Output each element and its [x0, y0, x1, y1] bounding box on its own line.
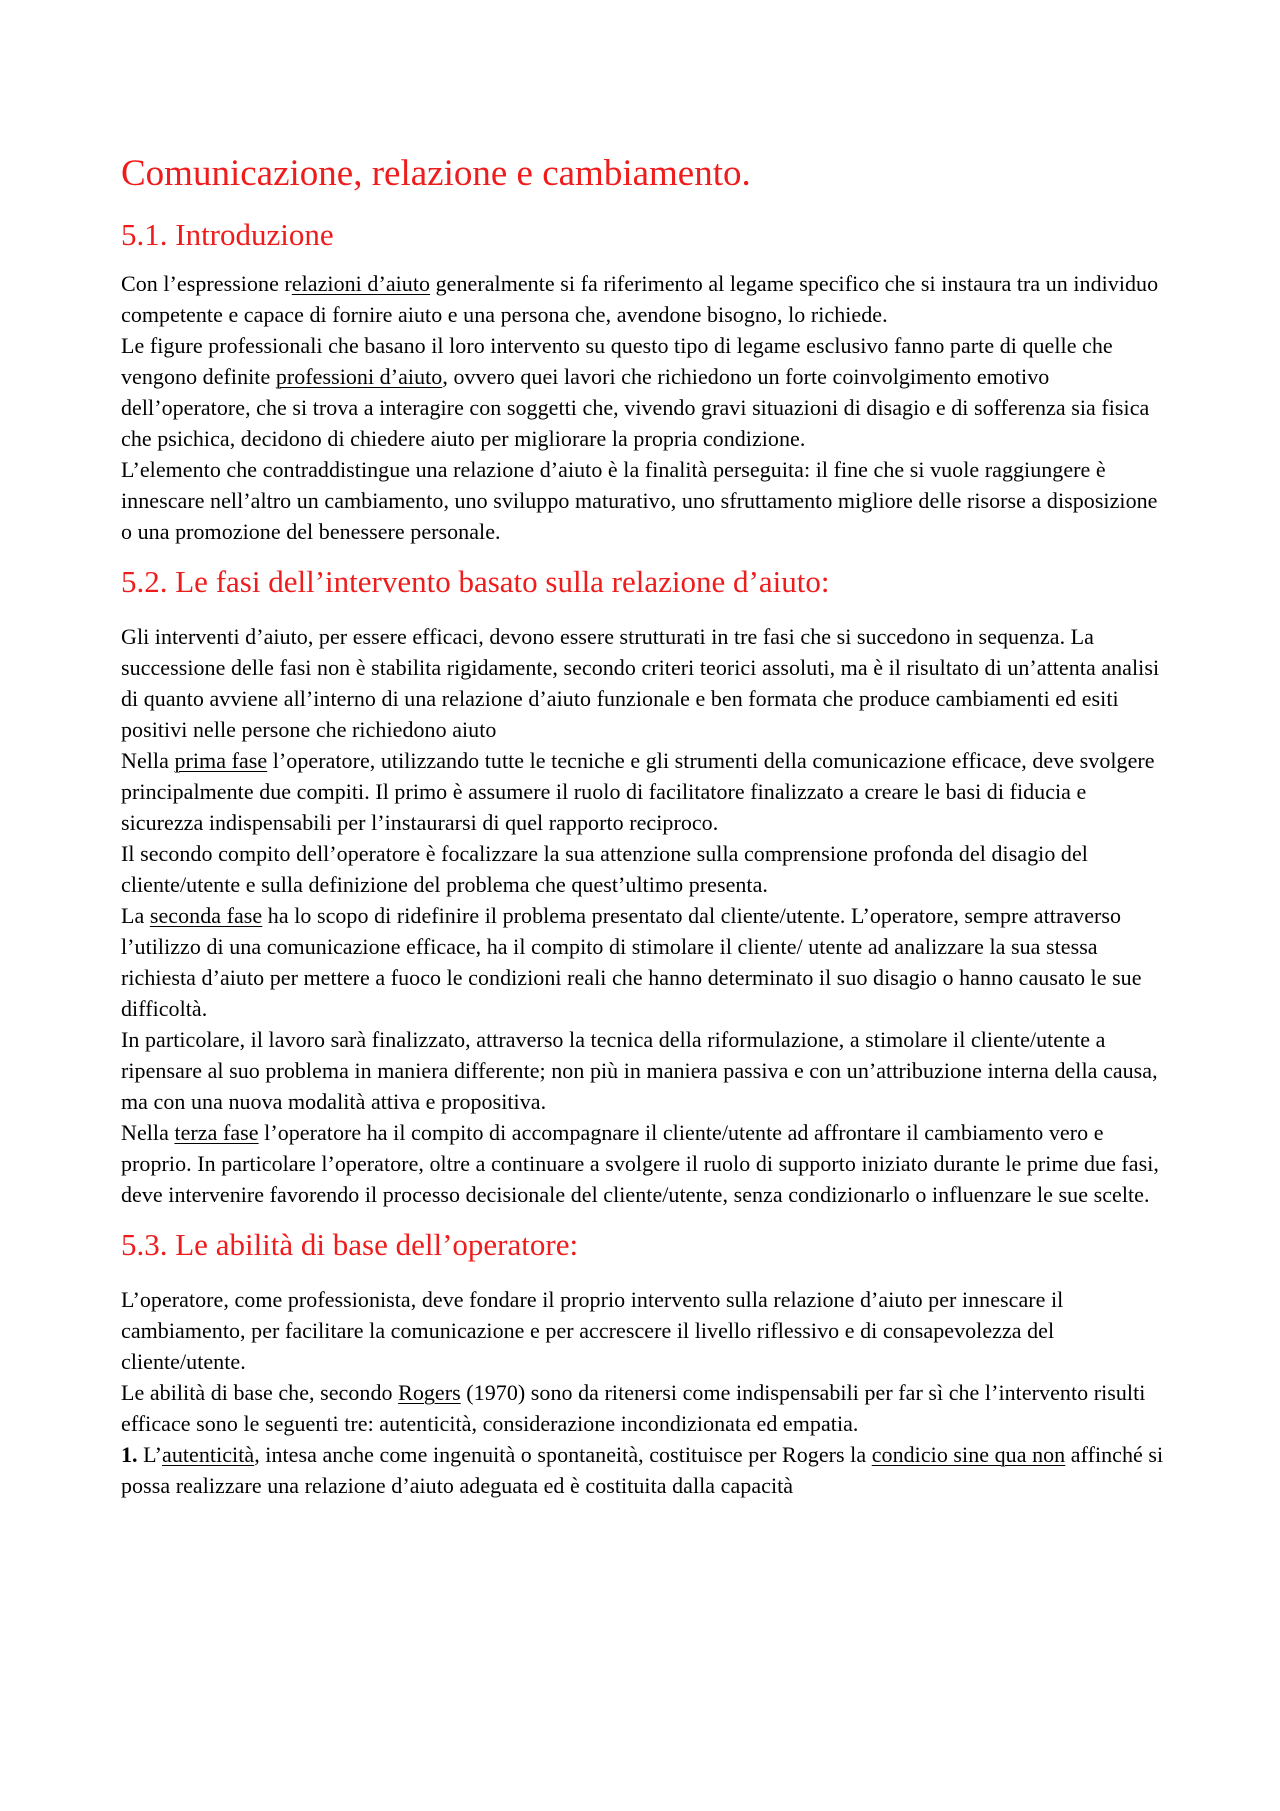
section-body-introduzione [121, 268, 1166, 547]
text-run: La [121, 903, 150, 928]
text-run: ha lo scopo di ridefinire il problema presentato dal cliente/utente. L’operatore, sempre attraverso l’utilizzo di una comunicazione efficace, ha il compito di stimolare il cliente/ utente ad analizzare la sua stessa richiesta d’aiuto per mettere a fuoco le condizioni reali che hanno determinato il suo disagio o hanno causato le sue difficoltà. [121, 903, 1142, 1021]
text-run: , ovvero quei lavori che richiedono un forte coinvolgimento emotivo dell’operatore, che si trova a interagire con soggetti che, vivendo gravi situazioni di disagio e di sofferenza sia fisica che psichica, decidono di chiedere aiuto per migliorare la propria condizione. [121, 364, 1150, 451]
underlined-term: Rogers [398, 1380, 461, 1405]
underlined-term: professioni d’aiuto [275, 364, 443, 389]
paragraph: In particolare, il lavoro sarà finalizzato, attraverso la tecnica della riformulazione, a stimolare il cliente/utente a ripensare al suo problema in maniera differente; non più in maniera passiva e con un’attribuzione interna della causa, ma con una nuova modalità attiva e propositiva. [121, 1027, 1158, 1114]
paragraph: L’operatore, come professionista, deve fondare il proprio intervento sulla relazione d’aiuto per innescare il cambiamento, per facilitare la comunicazione e per accrescere il livello riflessivo e di consapevolezza del cliente/utente. [121, 1287, 1064, 1374]
paragraph: L’elemento che contraddistingue una relazione d’aiuto è la finalità perseguita: il fine che si vuole raggiungere è innescare nell’altro un cambiamento, uno sviluppo maturativo, uno sfruttamento migliore delle risorse a disposizione o una promozione del benessere personale. [121, 457, 1158, 544]
paragraph [121, 330, 1166, 454]
section-heading-abilita: 5.3. Le abilità di base dell’operatore: [121, 1227, 579, 1262]
text-run: Con l’espressione r [121, 271, 292, 296]
document-title: Comunicazione, relazione e cambiamento. [121, 153, 751, 194]
text-run: Nella [121, 748, 175, 773]
text-run: Le figure professionali che basano il loro intervento su questo tipo di legame esclusivo fanno parte di quelle che vengono definite [121, 333, 1113, 389]
underlined-term: seconda fase [149, 903, 263, 928]
list-number: 1. [121, 1442, 138, 1467]
section-body-fasi [121, 621, 1166, 1210]
underlined-term: terza fase [174, 1120, 259, 1145]
document-body [121, 152, 1166, 1501]
paragraph [121, 268, 1166, 330]
section-heading-introduzione: 5.1. Introduzione [121, 217, 334, 252]
underlined-term: elazioni d’aiuto [291, 271, 431, 296]
text-run: affinché si possa realizzare una relazione d’aiuto adeguata ed è costituita dalla capacità [121, 1442, 1164, 1498]
section-heading-fasi: 5.2. Le fasi dell’intervento basato sulla relazione d’aiuto: [121, 564, 830, 599]
text-run: , intesa anche come ingenuità o spontaneità, costituisce per Rogers la [254, 1442, 872, 1467]
text-run: l’operatore ha il compito di accompagnare il cliente/utente ad affrontare il cambiamento vero e proprio. In particolare l’operatore, oltre a continuare a svolgere il ruolo di supporto iniziato durante le prime due fasi, deve intervenire favorendo il processo decisionale del cliente/utente, senza condizionarlo o influenzare le sue scelte. [121, 1120, 1159, 1207]
text-run: Nella [121, 1120, 175, 1145]
text-run: (1970) sono da ritenersi come indispensabili per far sì che l’intervento risulti efficace sono le seguenti tre: autenticità, considerazione incondizionata ed empatia. [121, 1380, 1146, 1436]
paragraph [121, 1439, 1166, 1501]
underlined-term: condicio sine qua non [871, 1442, 1066, 1467]
text-run: l’operatore, utilizzando tutte le tecniche e gli strumenti della comunicazione efficace, deve svolgere principalmente due compiti. Il primo è assumere il ruolo di facilitatore finalizzato a creare le basi di fiducia e sicurezza indispensabili per l’instaurarsi di quel rapporto reciproco. [121, 748, 1155, 835]
paragraph: Il secondo compito dell’operatore è focalizzare la sua attenzione sulla comprensione profonda del disagio del cliente/utente e sulla definizione del problema che quest’ultimo presenta. [121, 841, 1088, 897]
text-run: L’ [137, 1442, 163, 1467]
underlined-term: autenticità [162, 1442, 255, 1467]
paragraph [121, 745, 1166, 838]
underlined-term: prima fase [174, 748, 268, 773]
section-body-abilita [121, 1284, 1166, 1501]
paragraph [121, 1117, 1166, 1210]
paragraph [121, 900, 1166, 1024]
text-run: Le abilità di base che, secondo [121, 1380, 399, 1405]
paragraph [121, 1377, 1166, 1439]
paragraph: Gli interventi d’aiuto, per essere efficaci, devono essere strutturati in tre fasi che si succedono in sequenza. La successione delle fasi non è stabilita rigidamente, secondo criteri teorici assoluti, ma è il risultato di un’attenta analisi di quanto avviene all’interno di una relazione d’aiuto funzionale e ben formata che produce cambiamenti ed esiti positivi nelle persone che richiedono aiuto [121, 624, 1160, 742]
text-run: generalmente si fa riferimento al legame specifico che si instaura tra un individuo competente e capace di fornire aiuto e una persona che, avendone bisogno, lo richiede. [121, 271, 1159, 327]
